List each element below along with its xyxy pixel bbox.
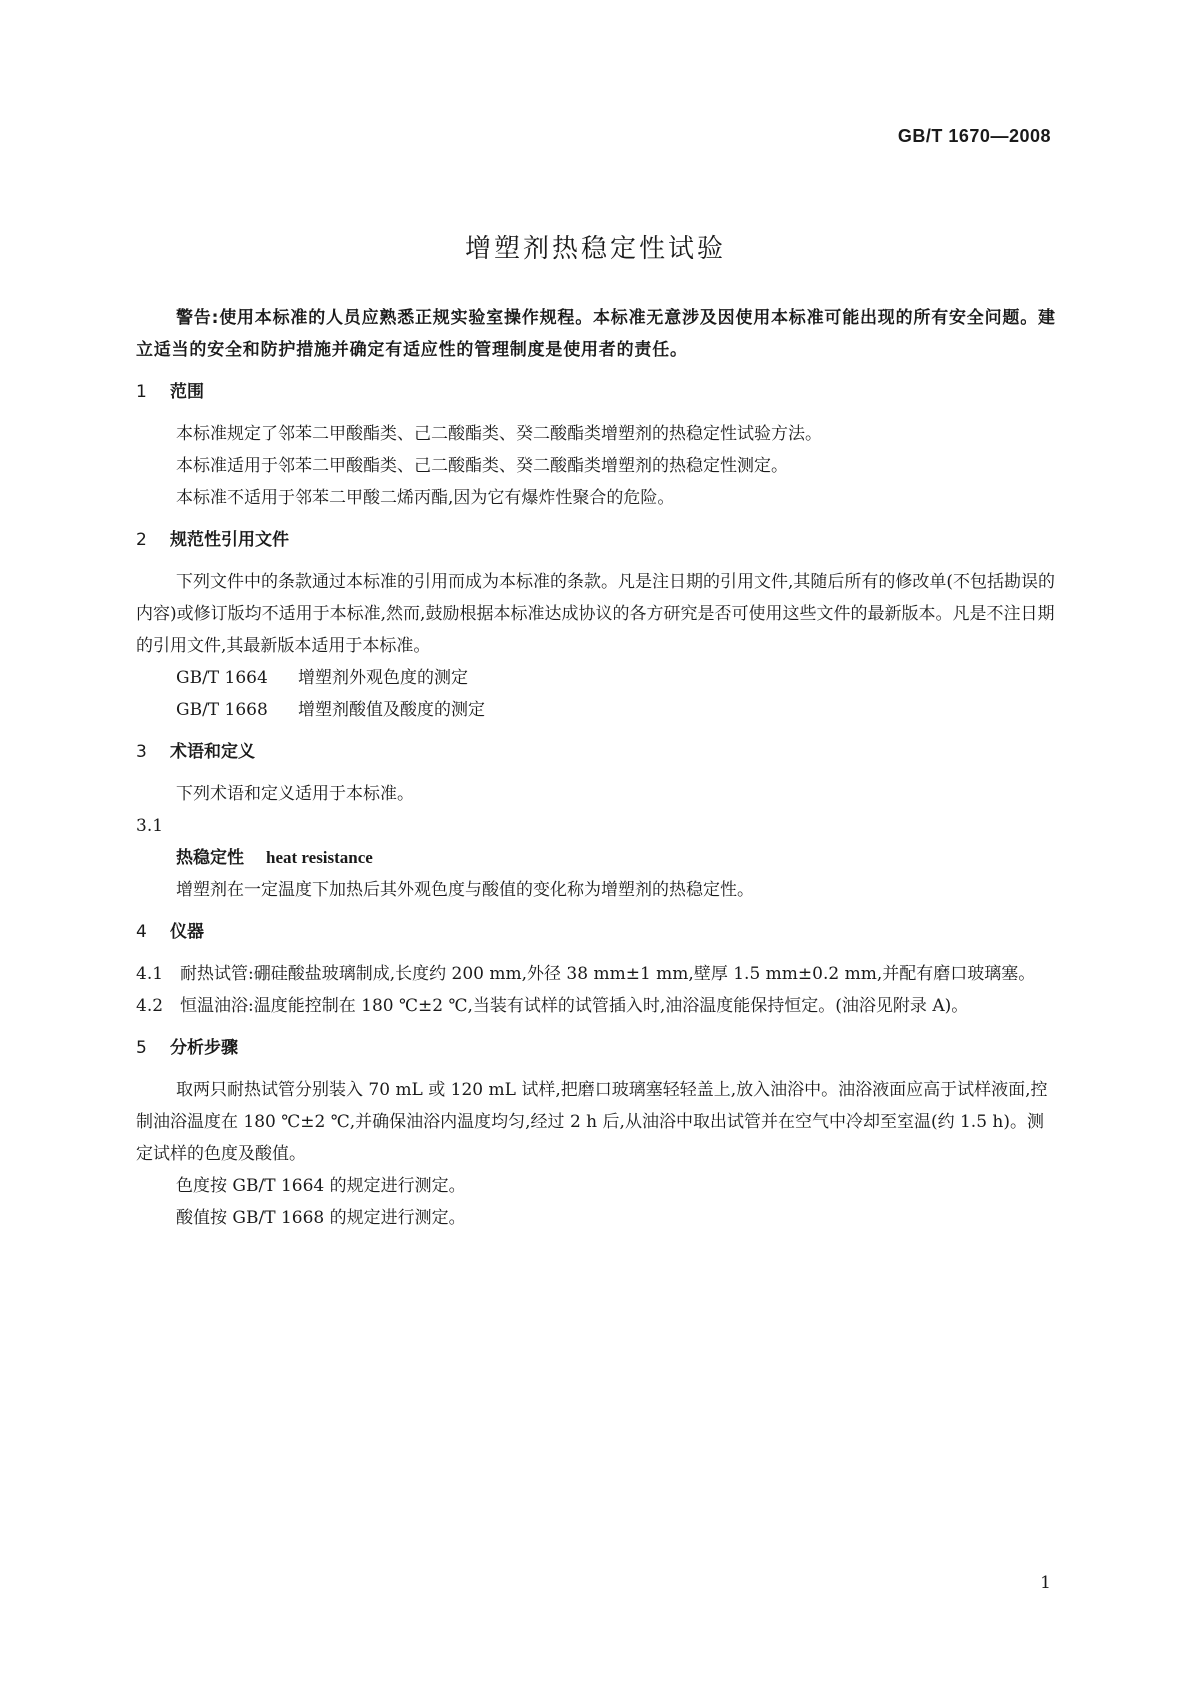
section-4-heading bbox=[136, 916, 1056, 948]
section-title: 分析步骤 bbox=[170, 1038, 238, 1058]
procedure-paragraph: 酸值按 GB/T 1668 的规定进行测定。 bbox=[176, 1208, 466, 1228]
clause-text: 耐热试管:硼硅酸盐玻璃制成,长度约 200 mm,外径 38 mm±1 mm,壁厚 1.5 mm±0.2 mm,并配有磨口玻璃塞。 bbox=[180, 964, 1036, 984]
section-number: 1 bbox=[136, 382, 147, 402]
section-2-heading bbox=[136, 524, 1056, 556]
page-number: 1 bbox=[1040, 1573, 1051, 1593]
section-title: 范围 bbox=[170, 382, 204, 402]
scope-paragraph: 本标准规定了邻苯二甲酸酯类、己二酸酯类、癸二酸酯类增塑剂的热稳定性试验方法。 bbox=[176, 424, 822, 444]
section-number: 5 bbox=[136, 1038, 147, 1058]
term-english: heat resistance bbox=[266, 848, 373, 867]
references-paragraph: 下列文件中的条款通过本标准的引用而成为本标准的条款。凡是注日期的引用文件,其随后所有的修改单(不包括勘误的内容)或修订版均不适用于本标准,然而,鼓励根据本标准达成协议的各方研究是否可使用这些文件的最新版本。凡是不注日期的引用文件,其最新版本适用于本标准。 bbox=[136, 572, 1056, 656]
reference-title: 增塑剂酸值及酸度的测定 bbox=[298, 700, 485, 720]
standard-number: GB/T 1670—2008 bbox=[897, 126, 1051, 146]
reference-code: GB/T 1664 bbox=[176, 668, 268, 688]
section-title: 规范性引用文件 bbox=[170, 530, 289, 550]
reference-title: 增塑剂外观色度的测定 bbox=[298, 668, 468, 688]
reference-item bbox=[136, 662, 1056, 694]
section-5-heading bbox=[136, 1032, 1056, 1064]
scope-paragraph: 本标准不适用于邻苯二甲酸二烯丙酯,因为它有爆炸性聚合的危险。 bbox=[176, 488, 675, 508]
section-1-heading bbox=[136, 376, 1056, 408]
clause-4-1 bbox=[136, 958, 1056, 990]
scope-paragraph: 本标准适用于邻苯二甲酸酯类、己二酸酯类、癸二酸酯类增塑剂的热稳定性测定。 bbox=[176, 456, 788, 476]
section-number: 2 bbox=[136, 530, 147, 550]
section-title: 仪器 bbox=[170, 922, 204, 942]
section-title: 术语和定义 bbox=[170, 742, 255, 762]
term-number: 3.1 bbox=[136, 816, 164, 836]
term-definition: 增塑剂在一定温度下加热后其外观色度与酸值的变化称为增塑剂的热稳定性。 bbox=[176, 880, 754, 900]
procedure-paragraph: 色度按 GB/T 1664 的规定进行测定。 bbox=[176, 1176, 466, 1196]
document-body bbox=[136, 302, 1056, 1234]
terms-paragraph: 下列术语和定义适用于本标准。 bbox=[176, 784, 414, 804]
clause-text: 恒温油浴:温度能控制在 180 ℃±2 ℃,当装有试样的试管插入时,油浴温度能保持恒定。(油浴见附录 A)。 bbox=[180, 996, 969, 1016]
reference-item bbox=[136, 694, 1056, 726]
term-entry bbox=[136, 842, 1056, 874]
procedure-paragraph: 取两只耐热试管分别装入 70 mL 或 120 mL 试样,把磨口玻璃塞轻轻盖上,放入油浴中。油浴液面应高于试样液面,控制油浴温度在 180 ℃±2 ℃,并确保油浴内温度均匀,经过 2 h 后,从油浴中取出试管并在空气中冷却至室温(约 1.5 h)。测定试样的色度及酸值。 bbox=[136, 1080, 1048, 1164]
clause-number: 4.2 bbox=[136, 996, 164, 1016]
term-chinese: 热稳定性 bbox=[176, 848, 244, 868]
clause-4-2 bbox=[136, 990, 1056, 1022]
reference-code: GB/T 1668 bbox=[176, 700, 268, 720]
document-title: 增塑剂热稳定性试验 bbox=[464, 234, 726, 264]
section-3-heading bbox=[136, 736, 1056, 768]
clause-number: 4.1 bbox=[136, 964, 164, 984]
section-number: 3 bbox=[136, 742, 147, 762]
section-number: 4 bbox=[136, 922, 147, 942]
warning-paragraph: 警告:使用本标准的人员应熟悉正规实验室操作规程。本标准无意涉及因使用本标准可能出现的所有安全问题。建立适当的安全和防护措施并确定有适应性的管理制度是使用者的责任。 bbox=[136, 308, 1056, 360]
